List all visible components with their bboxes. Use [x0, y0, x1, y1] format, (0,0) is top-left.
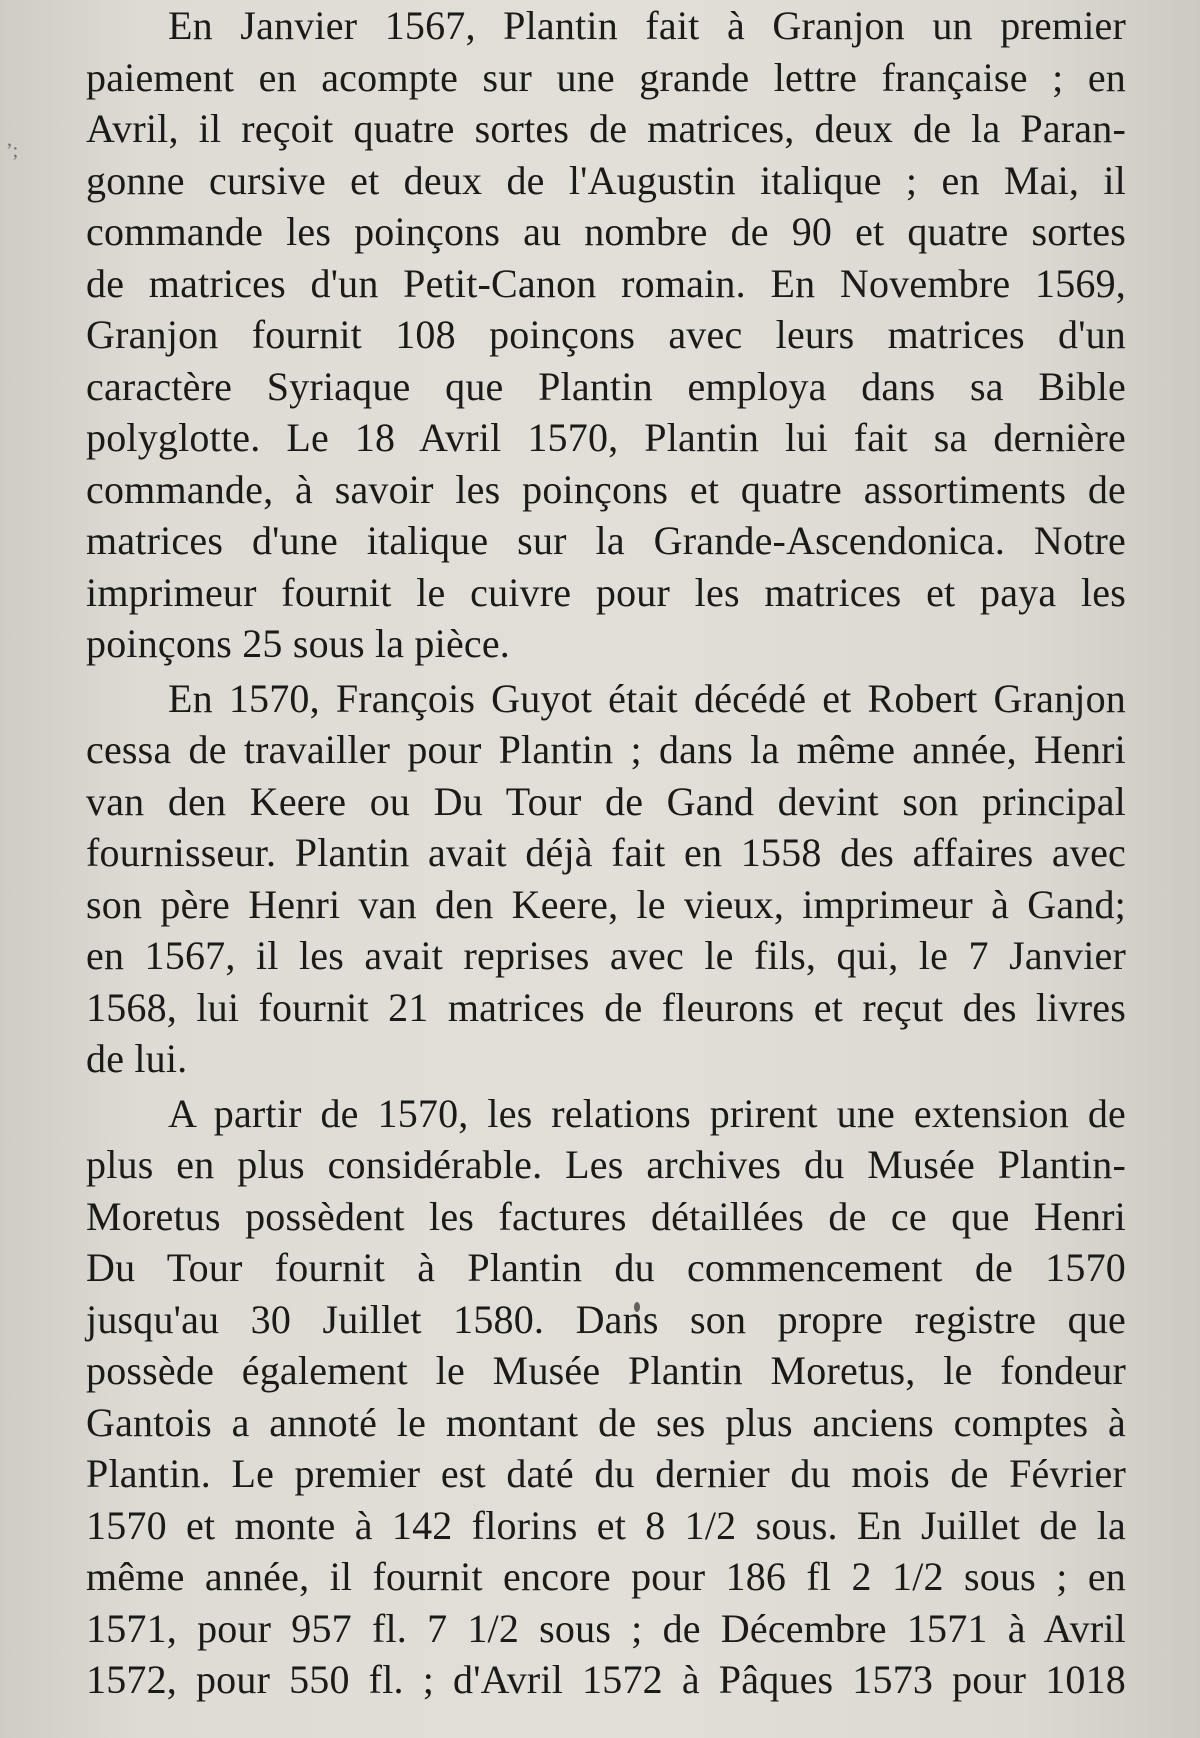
text-line: possède également le Musée Plantin Moretus, le fondeur [86, 1348, 1126, 1393]
text-line: en 1567, il les avait reprises avec le fils, qui, le 7 Janvier [86, 933, 1126, 978]
text-line: commande, à savoir les poinçons et quatre assortiments de [86, 466, 1126, 512]
text-line: 1571, pour 957 fl. 7 1/2 sous ; de Décembre 1571 à Avril [86, 1605, 1126, 1651]
text-line: Plantin. Le premier est daté du dernier du mois de Février [86, 1451, 1126, 1496]
text-line: 1568, lui fournit 21 matrices de fleurons et reçut des livres [86, 984, 1126, 1030]
text-line: de matrices d'un Petit-Canon romain. En Novembre 1569, [86, 260, 1126, 306]
text-line: commande les poinçons au nombre de 90 et quatre sortes [86, 209, 1126, 254]
margin-mark: ʼ; [6, 140, 19, 162]
text-line: En 1570, François Guyot était décédé et Robert Granjon [168, 675, 1126, 721]
text-line: A partir de 1570, les relations prirent une extension de [168, 1090, 1126, 1136]
text-line: Avril, il reçoit quatre sortes de matrices, deux de la Paran- [86, 106, 1126, 151]
paragraph-2 [86, 673, 1126, 1085]
body-text [86, 0, 1126, 1706]
text-line: 1570 et monte à 142 florins et 8 1/2 sous. En Juillet de la [86, 1502, 1126, 1548]
text-line: imprimeur fournit le cuivre pour les matrices et paya les [86, 569, 1126, 615]
text-line: 1572, pour 550 fl. ; d'Avril 1572 à Pâques 1573 pour 1018 [86, 1657, 1126, 1702]
text-line: gonne cursive et deux de l'Augustin italique ; en Mai, il [86, 157, 1126, 203]
text-line: Granjon fournit 108 poinçons avec leurs matrices d'un [86, 312, 1126, 357]
text-line: Moretus possèdent les factures détaillées de ce que Henri [86, 1193, 1126, 1239]
text-line: matrices d'une italique sur la Grande-Ascendonica. Notre [86, 518, 1126, 563]
text-line: fournisseur. Plantin avait déjà fait en 1558 des affaires avec [86, 830, 1126, 875]
text-line: van den Keere ou Du Tour de Gand devint son principal [86, 778, 1126, 824]
text-line: Gantois a annoté le montant de ses plus anciens comptes à [86, 1399, 1126, 1445]
paragraph-3 [86, 1088, 1126, 1706]
text-line: caractère Syriaque que Plantin employa dans sa Bible [86, 363, 1126, 409]
text-line: cessa de travailler pour Plantin ; dans la même année, Henri [86, 727, 1126, 772]
text-line: En Janvier 1567, Plantin fait à Granjon un premier [168, 3, 1126, 48]
text-line: Du Tour fournit à Plantin du commencement de 1570 [86, 1245, 1126, 1290]
text-line: poinçons 25 sous la pièce. [86, 621, 511, 666]
text-line: polyglotte. Le 18 Avril 1570, Plantin lui fait sa dernière [86, 415, 1126, 460]
paragraph-1 [86, 0, 1126, 670]
text-line: même année, il fournit encore pour 186 fl 2 1/2 sous ; en [86, 1554, 1126, 1599]
text-line: de lui. [86, 1036, 188, 1081]
text-line: jusqu'au 30 Juillet 1580. Dans son propre registre que [86, 1296, 1126, 1342]
text-line: son père Henri van den Keere, le vieux, imprimeur à Gand; [86, 881, 1126, 927]
text-line: paiement en acompte sur une grande lettre française ; en [86, 54, 1126, 100]
text-line: plus en plus considérable. Les archives du Musée Plantin- [86, 1142, 1126, 1187]
